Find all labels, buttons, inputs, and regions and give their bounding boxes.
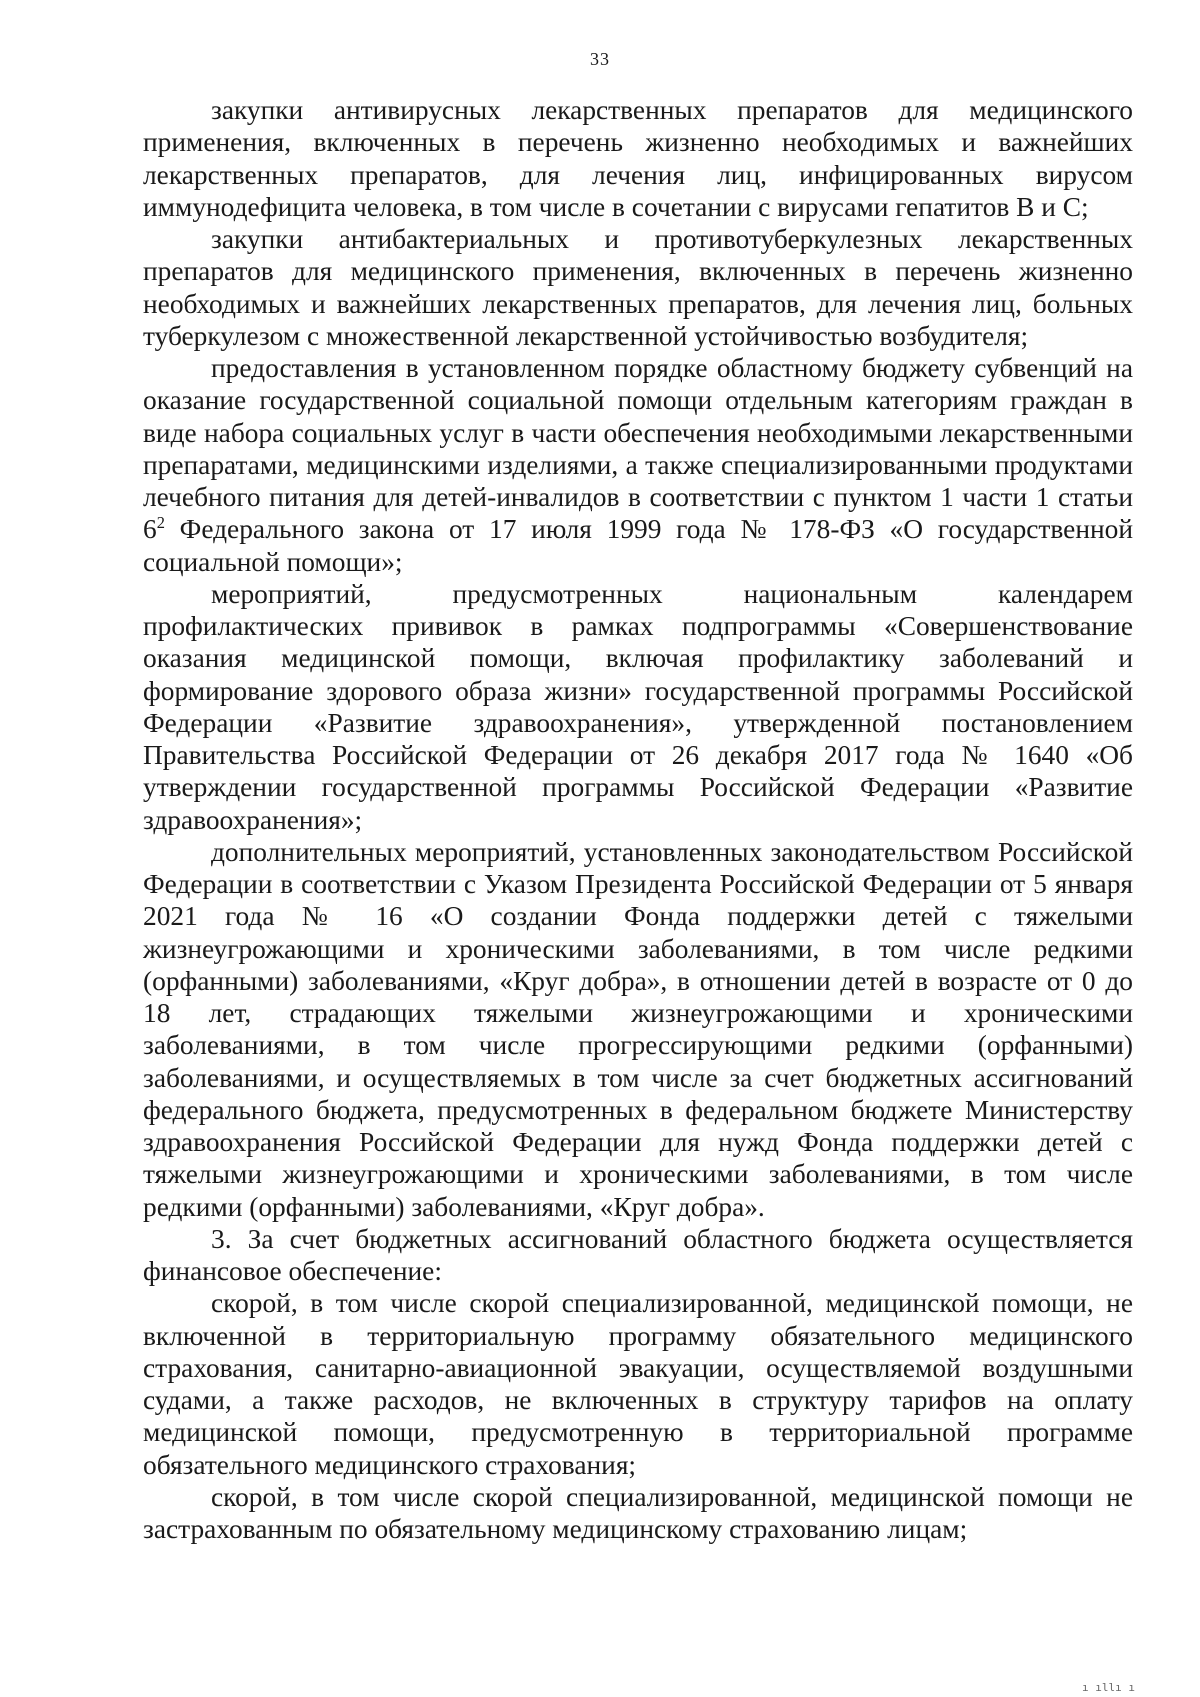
paragraph-subventions-text-after: Федерального закона от 17 июля 1999 года № 178-ФЗ «О государственной социальной помощи»; bbox=[143, 514, 1133, 577]
paragraph-emergency-care-uninsured: скорой, в том числе скорой специализированной, медицинской помощи не застрахованным по обязательному медицинскому страхованию лицам; bbox=[143, 1481, 1133, 1544]
paragraph-subventions-social-assistance bbox=[143, 352, 1133, 578]
paragraph-subventions-text-before: предоставления в установленном порядке областному бюджету субвенций на оказание государственной социальной помощи отдельным категориям граждан в виде набора социальных услуг в части обеспечения необходимыми лекарственными препаратами, медицинскими изделиями, а также специализированными продуктами лечебного питания для детей-инвалидов в соответствии с пунктом 1 части 1 статьи 6 bbox=[143, 353, 1133, 545]
paragraph-section-3-heading: 3. За счет бюджетных ассигнований областного бюджета осуществляется финансовое обеспечение: bbox=[143, 1223, 1133, 1286]
paragraph-antibacterial-procurement: закупки антибактериальных и противотуберкулезных лекарственных препаратов для медицинского применения, включенных в перечень жизненно необходимых и важнейших лекарственных препаратов, для лечения лиц, больных туберкулезом с множественной лекарственной устойчивостью возбудителя; bbox=[143, 224, 1133, 351]
document-text bbox=[143, 94, 1133, 1545]
page-number: 33 bbox=[590, 49, 610, 69]
paragraph-krug-dobra-fund: дополнительных мероприятий, установленных законодательством Российской Федерации в соответствии с Указом Президента Российской Федерации от 5 января 2021 года № 16 «О создании Фонда поддержки детей с тяжелыми жизнеугрожающими и хроническими заболеваниями, в том числе редкими (орфанными) заболеваниями, «Круг добра», в отношении детей в возрасте от 0 до 18 лет, страдающих тяжелыми жизнеугрожающими и хроническими заболеваниями, в том числе прогрессирующими редкими (орфанными) заболеваниями, и осуществляемых в том числе за счет бюджетных ассигнований федерального бюджета, предусмотренных в федеральном бюджете Министерству здравоохранения Российской Федерации для нужд Фонда поддержки детей с тяжелыми жизнеугрожающими и хроническими заболеваниями, в том числе редкими (орфанными) заболеваниями, «Круг добра». bbox=[143, 836, 1133, 1222]
article-superscript: 2 bbox=[156, 513, 165, 533]
paragraph-vaccination-calendar: мероприятий, предусмотренных национальным календарем профилактических прививок в рамках подпрограммы «Совершенствование оказания медицинской помощи, включая профилактику заболеваний и формирование здорового образа жизни» государственной программы Российской Федерации «Развитие здравоохранения», утвержденной постановлением Правительства Российской Федерации от 26 декабря 2017 года № 1640 «Об утверждении государственной программы Российской Федерации «Развитие здравоохранения»; bbox=[143, 578, 1133, 835]
paragraph-antiviral-procurement: закупки антивирусных лекарственных препаратов для медицинского применения, включенных в перечень жизненно необходимых и важнейших лекарственных препаратов, для лечения лиц, инфицированных вирусом иммунодефицита человека, в том числе в сочетании с вирусами гепатитов B и C; bbox=[143, 95, 1133, 222]
paragraph-emergency-care-not-in-program: скорой, в том числе скорой специализированной, медицинской помощи, не включенной в территориальную программу обязательного медицинского страхования, санитарно-авиационной эвакуации, осуществляемой воздушными судами, а также расходов, не включенных в структуру тарифов на оплату медицинской помощи, предусмотренную в территориальной программе обязательного медицинского страхования; bbox=[143, 1288, 1133, 1480]
scan-edge-marks: ı ıllı ı bbox=[1082, 1681, 1135, 1694]
